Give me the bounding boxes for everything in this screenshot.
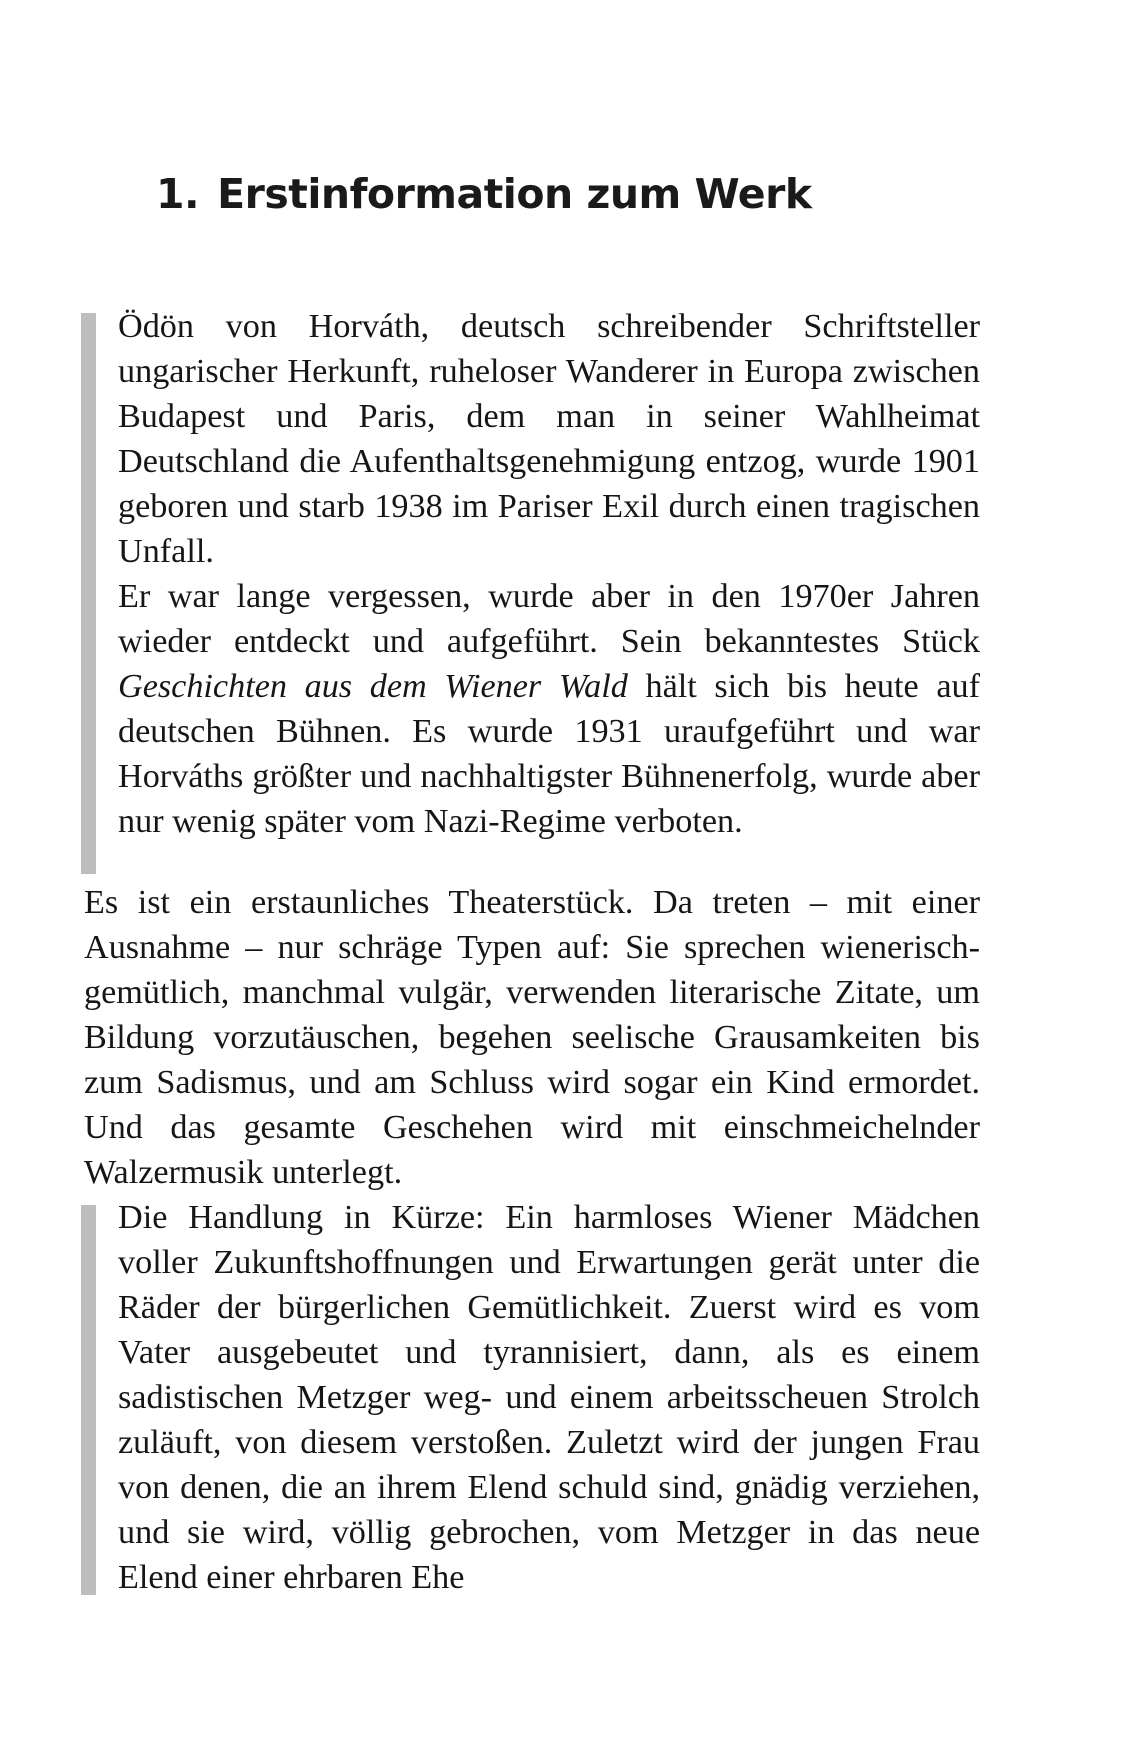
summary-text-block — [118, 1195, 980, 1600]
chapter-number: 1. — [156, 170, 200, 218]
reception-text-start: Er war lange vergessen, wurde aber in den 1970er Jahren wieder entdeckt und aufgeführt. Sein bekanntestes Stück — [118, 578, 980, 660]
paragraph-characterization: Es ist ein erstaunliches Theaterstück. Da treten – mit einer Ausnahme – nur schräge Typen auf: Sie sprechen wienerisch-gemütlich, manchmal vulgär, verwenden literarische Zitate, um Bildung vorzutäuschen, begehen seelische Grausamkeiten bis zum Sadismus, und am Schluss wird sogar ein Kind ermordet. Und das gesamte Geschehen wird mit einschmeichelnder Walzermusik unterlegt. — [84, 884, 980, 1191]
margin-marker-bar — [81, 1205, 96, 1595]
reception-text-end: hält sich bis heute auf deutschen Bühnen. Es wurde 1931 uraufgeführt und war Horváths größter und nachhaltigster Bühnenerfolg, wurde aber nur wenig später vom Nazi-Regime verboten. — [118, 668, 980, 840]
work-title: Geschichten aus dem Wiener Wald — [118, 668, 628, 705]
chapter-title: Erstinformation zum Werk — [217, 170, 812, 218]
intro-paragraph-biography: Ödön von Horváth, deutsch schreibender Schriftsteller ungarischer Herkunft, ruheloser Wanderer in Europa zwischen Budapest und Paris, dem man in seiner Wahlheimat Deutschland die Aufenthaltsgenehmigung entzog, wurde 1901 geboren und starb 1938 im Pariser Exil durch einen tragischen Unfall. — [118, 308, 980, 570]
main-text-block — [84, 880, 980, 1195]
intro-text-block — [118, 304, 980, 844]
intro-paragraph-reception — [118, 574, 980, 844]
margin-marker-bar — [81, 313, 96, 874]
paragraph-plot-summary: Die Handlung in Kürze: Ein harmloses Wiener Mädchen voller Zukunftshoffnungen und Erwartungen gerät unter die Räder der bürgerlichen Gemütlichkeit. Zuerst wird es vom Vater ausgebeutet und tyrannisiert, dann, als es einem sadistischen Metzger weg- und einem arbeitsscheuen Strolch zuläuft, von diesem verstoßen. Zuletzt wird der jungen Frau von denen, die an ihrem Elend schuld sind, gnädig verziehen, und sie wird, völlig gebrochen, vom Metzger in das neue Elend einer ehrbaren Ehe — [118, 1199, 980, 1596]
chapter-heading — [156, 170, 812, 218]
